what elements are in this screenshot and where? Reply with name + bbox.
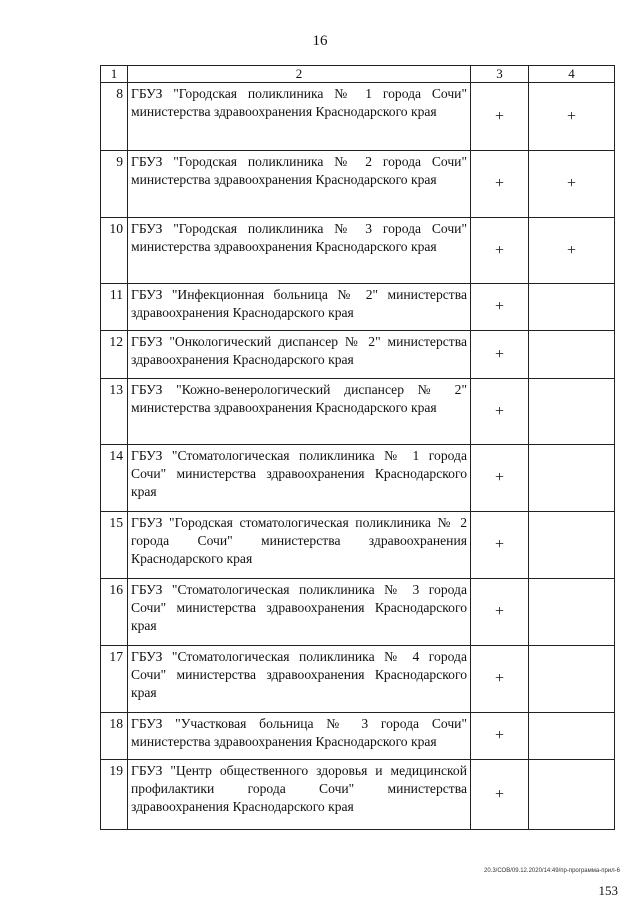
- mark-col3: +: [471, 579, 529, 646]
- table-row: [101, 379, 615, 445]
- table-row: [101, 151, 615, 218]
- mark-col3: +: [471, 379, 529, 445]
- institution-name: ГБУЗ "Центр общественного здоровья и медицинской профилактики города Сочи" министерства здравоохранения Краснодарского края: [128, 760, 471, 830]
- table-row: [101, 760, 615, 830]
- row-number: 15: [101, 512, 128, 579]
- mark-col3: +: [471, 331, 529, 379]
- mark-col4: [529, 713, 615, 760]
- table-row: [101, 83, 615, 151]
- mark-col4: [529, 760, 615, 830]
- table-row: [101, 331, 615, 379]
- row-number: 9: [101, 151, 128, 218]
- mark-col4: [529, 331, 615, 379]
- row-number: 16: [101, 579, 128, 646]
- row-number: 11: [101, 284, 128, 331]
- institution-name: ГБУЗ "Стоматологическая поликлиника № 3 города Сочи" министерства здравоохранения Краснодарского края: [128, 579, 471, 646]
- mark-col3: +: [471, 713, 529, 760]
- mark-col4: [529, 445, 615, 512]
- institution-name: ГБУЗ "Городская поликлиника № 3 города Сочи" министерства здравоохранения Краснодарского края: [128, 218, 471, 284]
- mark-col4: +: [529, 83, 615, 151]
- institution-name: ГБУЗ "Городская поликлиника № 1 города Сочи" министерства здравоохранения Краснодарского края: [128, 83, 471, 151]
- institution-name: ГБУЗ "Онкологический диспансер № 2" министерства здравоохранения Краснодарского края: [128, 331, 471, 379]
- table-row: [101, 512, 615, 579]
- row-number: 14: [101, 445, 128, 512]
- mark-col4: [529, 646, 615, 713]
- mark-col3: +: [471, 646, 529, 713]
- table-header-row: [101, 66, 615, 83]
- page-number: 16: [312, 33, 328, 49]
- mark-col3: +: [471, 218, 529, 284]
- mark-col4: +: [529, 151, 615, 218]
- row-number: 13: [101, 379, 128, 445]
- document-code: 20.3/СОВ/09.12.2020/14:49/пр-программа-прил-6: [484, 868, 620, 874]
- mark-col3: +: [471, 284, 529, 331]
- mark-col3: +: [471, 151, 529, 218]
- header-cell: 4: [529, 66, 615, 83]
- row-number: 8: [101, 83, 128, 151]
- mark-col4: [529, 379, 615, 445]
- mark-col3: +: [471, 83, 529, 151]
- row-number: 19: [101, 760, 128, 830]
- institution-name: ГБУЗ "Городская стоматологическая поликлиника № 2 города Сочи" министерства здравоохранения Краснодарского края: [128, 512, 471, 579]
- row-number: 10: [101, 218, 128, 284]
- mark-col4: [529, 284, 615, 331]
- table-row: [101, 284, 615, 331]
- institution-name: ГБУЗ "Инфекционная больница № 2" министерства здравоохранения Краснодарского края: [128, 284, 471, 331]
- institution-name: ГБУЗ "Стоматологическая поликлиника № 1 города Сочи" министерства здравоохранения Краснодарского края: [128, 445, 471, 512]
- mark-col4: [529, 512, 615, 579]
- institution-name: ГБУЗ "Городская поликлиника № 2 города Сочи" министерства здравоохранения Краснодарского края: [128, 151, 471, 218]
- institutions-table: [100, 65, 615, 830]
- mark-col4: +: [529, 218, 615, 284]
- row-number: 18: [101, 713, 128, 760]
- institution-name: ГБУЗ "Кожно-венерологический диспансер № 2" министерства здравоохранения Краснодарского края: [128, 379, 471, 445]
- institution-name: ГБУЗ "Участковая больница № 3 города Сочи" министерства здравоохранения Краснодарского края: [128, 713, 471, 760]
- table-row: [101, 713, 615, 760]
- sheet-number: 153: [598, 883, 618, 898]
- table-row: [101, 646, 615, 713]
- row-number: 12: [101, 331, 128, 379]
- mark-col3: +: [471, 760, 529, 830]
- table-row: [101, 579, 615, 646]
- mark-col3: +: [471, 445, 529, 512]
- mark-col3: +: [471, 512, 529, 579]
- row-number: 17: [101, 646, 128, 713]
- institution-name: ГБУЗ "Стоматологическая поликлиника № 4 города Сочи" министерства здравоохранения Краснодарского края: [128, 646, 471, 713]
- header-cell: 3: [471, 66, 529, 83]
- table-row: [101, 218, 615, 284]
- table-row: [101, 445, 615, 512]
- header-cell: 2: [128, 66, 471, 83]
- mark-col4: [529, 579, 615, 646]
- header-cell: 1: [101, 66, 128, 83]
